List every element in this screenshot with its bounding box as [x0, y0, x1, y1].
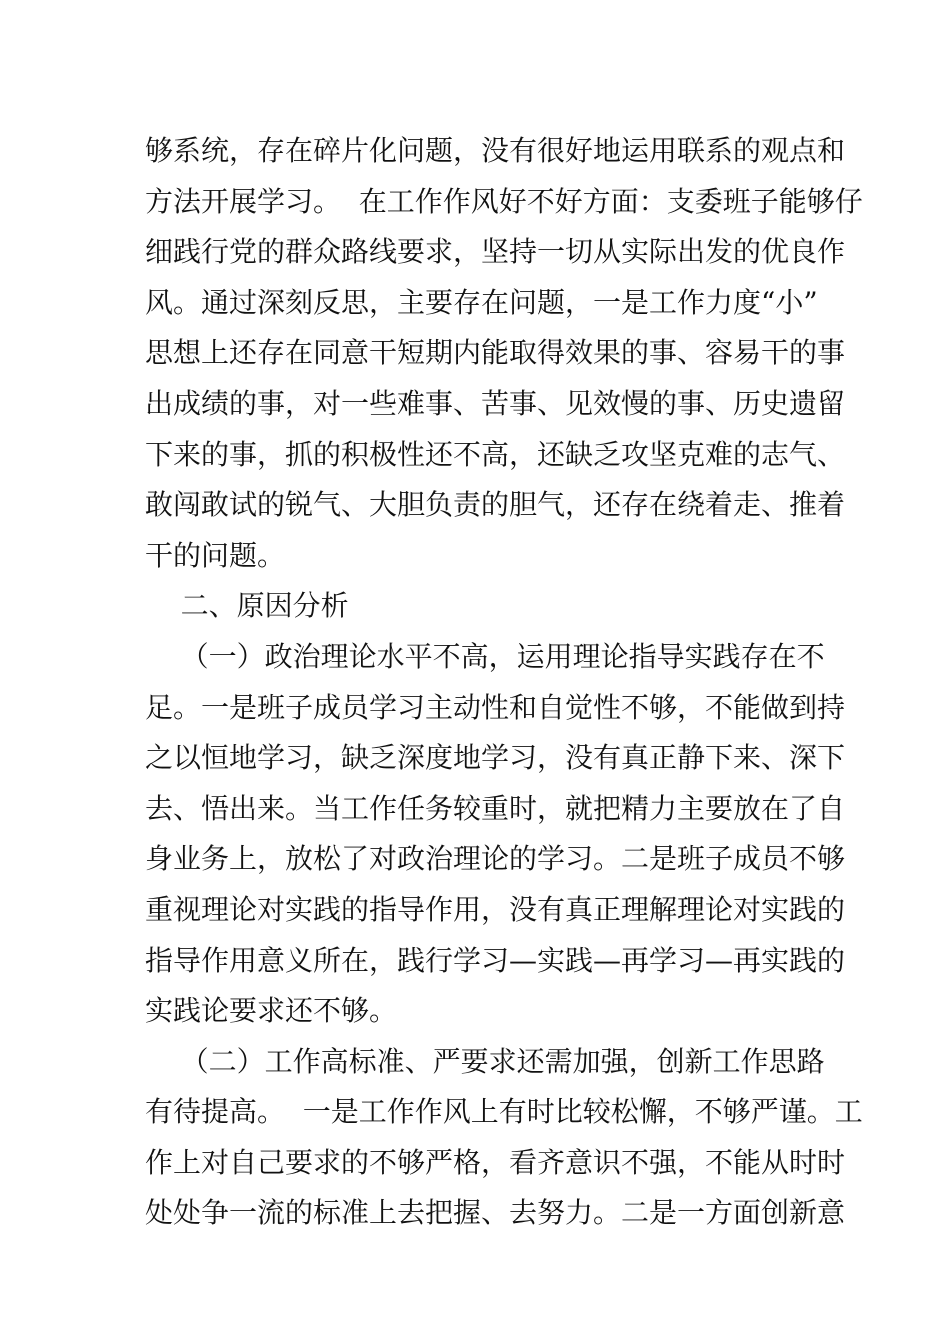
text-line: 下来的事，抓的积极性还不高，还缺乏攻坚克难的志气、	[145, 437, 846, 471]
text-line: 足。一是班子成员学习主动性和自觉性不够，不能做到持	[145, 690, 846, 724]
text-line: 作上对自己要求的不够严格，看齐意识不强，不能从时时	[145, 1145, 846, 1179]
text-line: 重视理论对实践的指导作用，没有真正理解理论对实践的	[145, 892, 846, 926]
text-line: 身业务上，放松了对政治理论的学习。二是班子成员不够	[145, 842, 846, 876]
text-line: 干的问题。	[145, 538, 286, 572]
text-line: 出成绩的事，对一些难事、苦事、见效慢的事、历史遗留	[145, 386, 846, 420]
text-line: 敢闯敢试的锐气、大胆负责的胆气，还存在绕着走、推着	[145, 488, 846, 522]
text-line: 思想上还存在同意干短期内能取得效果的事、容易干的事	[145, 336, 846, 370]
text-line: 有待提高。 一是工作作风上有时比较松懈，不够严谨。工	[145, 1095, 863, 1129]
text-line: 之以恒地学习，缺乏深度地学习，没有真正静下来、深下	[145, 741, 846, 775]
subsection-heading-line: （一）政治理论水平不高，运用理论指导实践存在不	[145, 639, 825, 673]
text-line: 处处争一流的标准上去把握、去努力。二是一方面创新意	[145, 1196, 846, 1230]
body-text	[145, 126, 863, 1239]
text-line: 风。通过深刻反思，主要存在问题，一是工作力度“小”	[145, 285, 818, 319]
text-line: 指导作用意义所在，践行学习—实践—再学习—再实践的	[145, 943, 846, 977]
subsection-heading-line: （二）工作高标准、严要求还需加强，创新工作思路	[145, 1044, 825, 1078]
text-line: 去、悟出来。当工作任务较重时，就把精力主要放在了自	[145, 791, 846, 825]
section-heading: 二、原因分析	[145, 589, 349, 623]
text-line: 方法开展学习。 在工作作风好不好方面：支委班子能够仔	[145, 184, 863, 218]
text-line: 够系统，存在碎片化问题，没有很好地运用联系的观点和	[145, 134, 846, 167]
text-line: 实践论要求还不够。	[145, 994, 398, 1028]
text-line: 细践行党的群众路线要求，坚持一切从实际出发的优良作	[145, 235, 846, 269]
